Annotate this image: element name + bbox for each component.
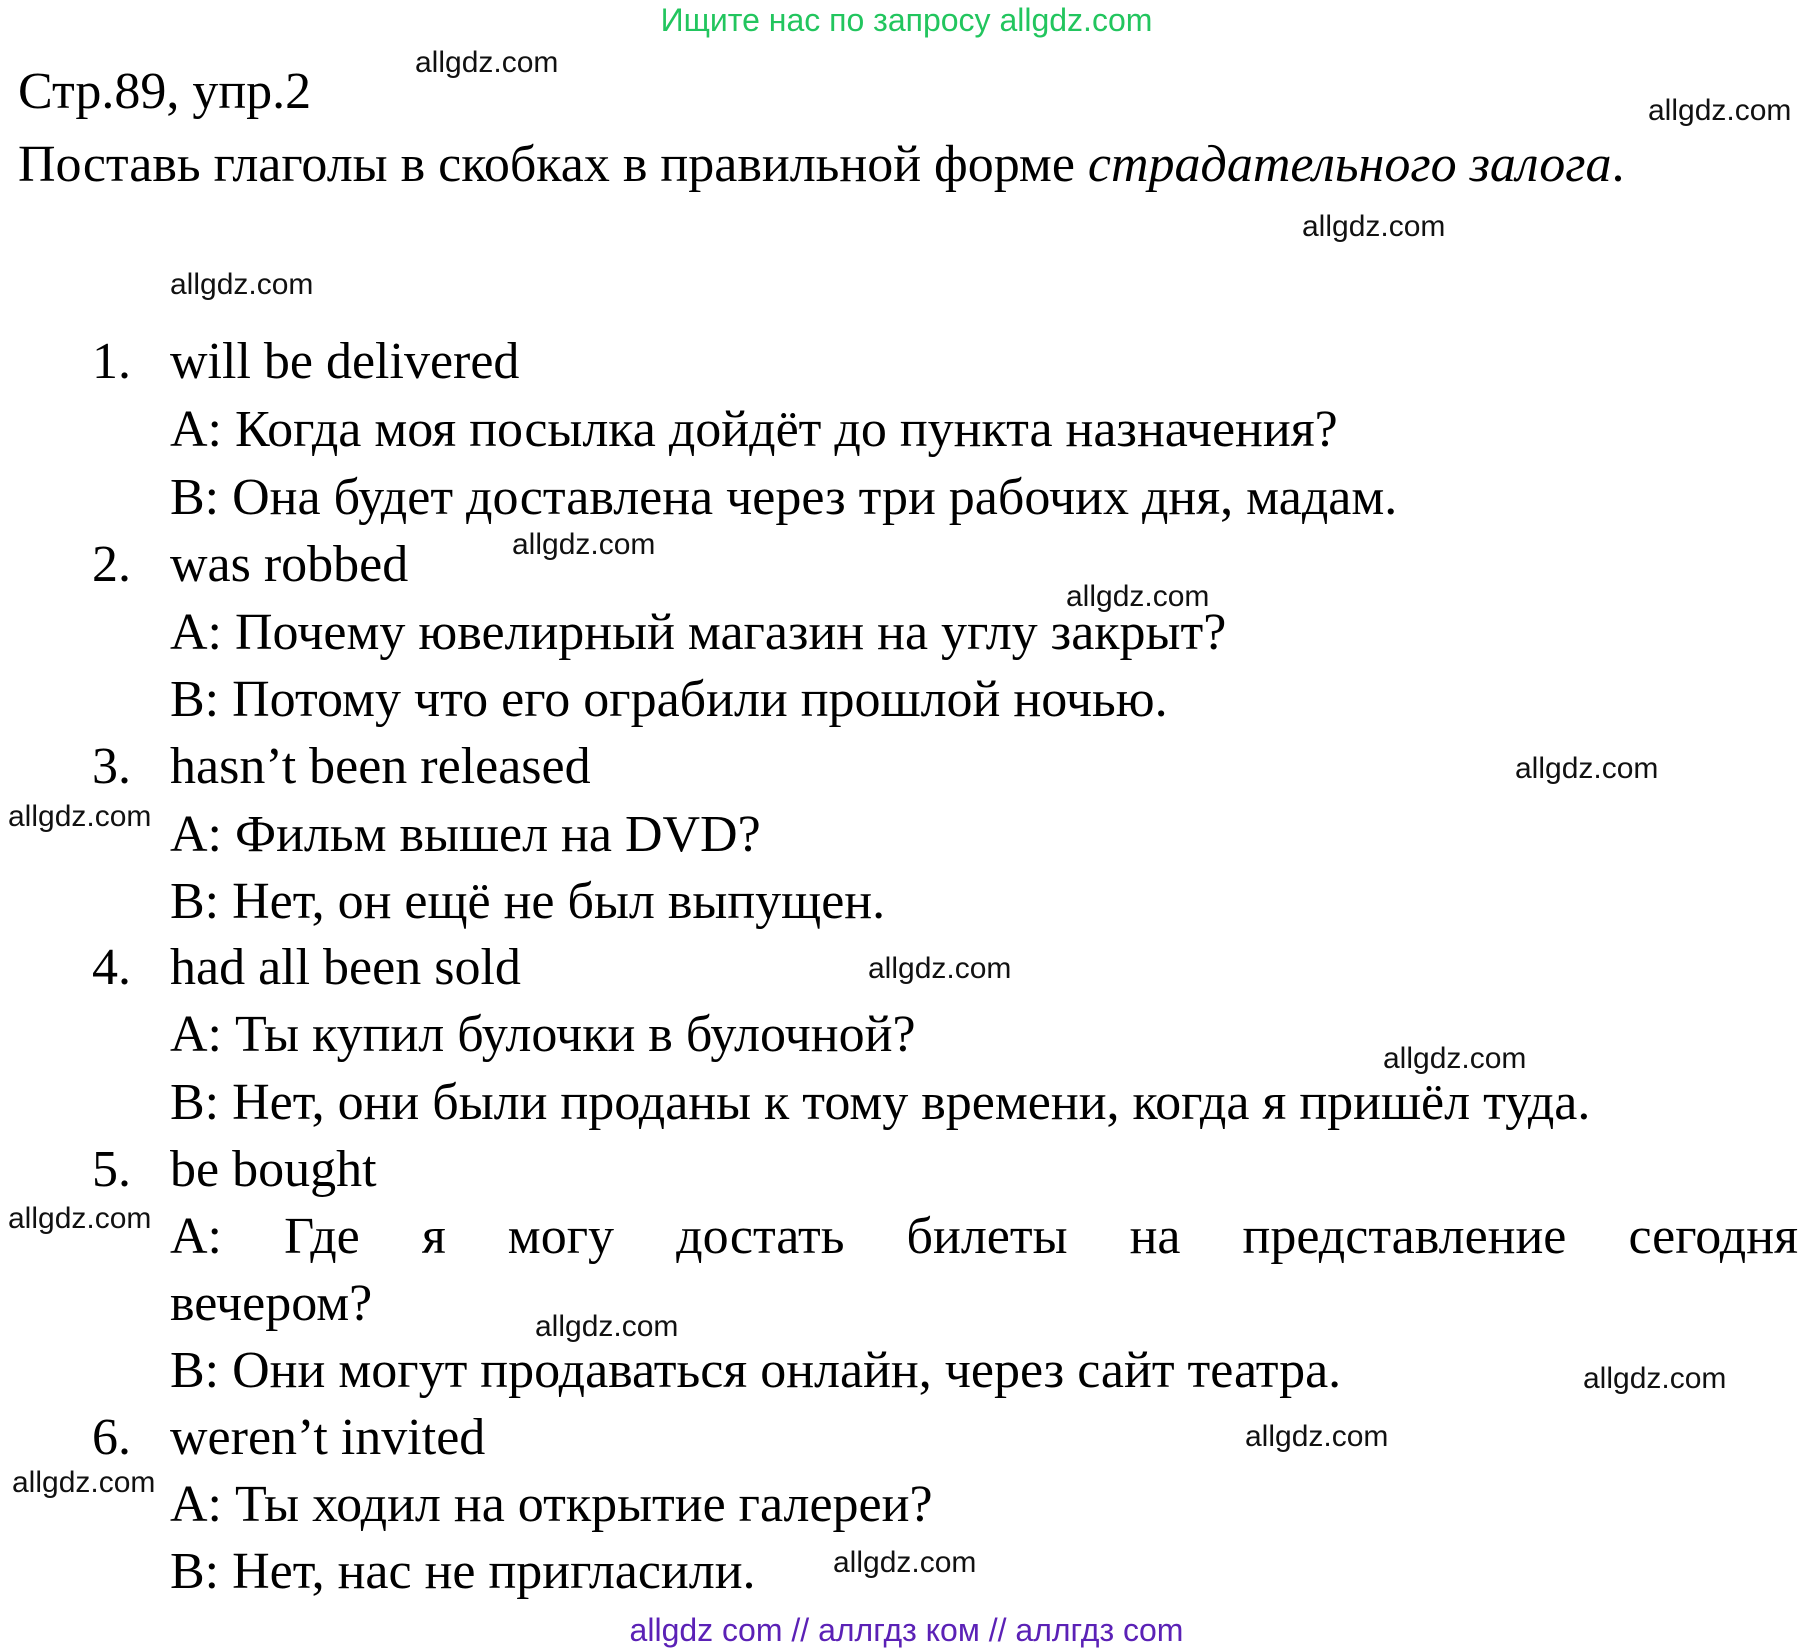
top-banner: Ищите нас по запросу allgdz.com — [660, 2, 1153, 38]
watermark: allgdz.com — [1515, 752, 1659, 785]
watermark: allgdz.com — [1245, 1420, 1389, 1453]
watermark: allgdz.com — [170, 268, 314, 301]
item-number: 1. — [92, 333, 131, 390]
dialog-line-a: A: Фильм вышел на DVD? — [170, 806, 761, 863]
dialog-line-a: A: Когда моя посылка дойдёт до пункта назначения? — [170, 401, 1338, 458]
item-number: 3. — [92, 738, 131, 795]
watermark: allgdz.com — [512, 528, 656, 561]
watermark: allgdz.com — [1302, 210, 1446, 243]
dialog-line-b: B: Нет, он ещё не был выпущен. — [170, 873, 886, 930]
dialog-line-b: B: Нет, они были проданы к тому времени, когда я пришёл туда. — [170, 1074, 1591, 1131]
watermark: allgdz.com — [535, 1310, 679, 1343]
page-reference: Стр.89, упр.2 — [18, 63, 312, 120]
watermark: allgdz.com — [1583, 1362, 1727, 1395]
dialog-line-a: A: Ты ходил на открытие галереи? — [170, 1476, 933, 1533]
dialog-line-b: B: Нет, нас не пригласили. — [170, 1543, 756, 1600]
footer-links: allgdz com // аллгдз ком // аллгдз com — [629, 1612, 1184, 1648]
item-answer: weren’t invited — [170, 1409, 486, 1466]
item-answer: hasn’t been released — [170, 738, 591, 795]
watermark: allgdz.com — [1066, 580, 1210, 613]
item-number: 5. — [92, 1141, 131, 1198]
item-number: 2. — [92, 536, 131, 593]
task-end: . — [1611, 136, 1625, 193]
dialog-line-b: B: Они могут продаваться онлайн, через сайт театра. — [170, 1342, 1342, 1399]
task-text: Поставь глаголы в скобках в правильной форме — [18, 136, 1088, 193]
watermark: allgdz.com — [415, 46, 559, 79]
task-instruction — [18, 130, 1796, 200]
dialog-line-a: A: Почему ювелирный магазин на углу закрыт? — [170, 604, 1227, 661]
dialog-line-b: B: Она будет доставлена через три рабочих дня, мадам. — [170, 469, 1398, 526]
watermark: allgdz.com — [8, 800, 152, 833]
dialog-line-a-continued: вечером? — [170, 1275, 373, 1332]
watermark: allgdz.com — [868, 952, 1012, 985]
dialog-line-a: A: Ты купил булочки в булочной? — [170, 1006, 916, 1063]
item-answer: had all been sold — [170, 939, 521, 996]
watermark: allgdz.com — [12, 1466, 156, 1499]
item-number: 6. — [92, 1409, 131, 1466]
dialog-line-a: A: Где я могу достать билеты на представление сегодня — [170, 1208, 1798, 1265]
task-italic: страдательного залога — [1087, 136, 1612, 193]
watermark: allgdz.com — [1648, 94, 1792, 127]
watermark: allgdz.com — [1383, 1042, 1527, 1075]
item-answer: was robbed — [170, 536, 409, 593]
dialog-line-b: B: Потому что его ограбили прошлой ночью. — [170, 671, 1168, 728]
item-answer: will be delivered — [170, 333, 520, 390]
watermark: allgdz.com — [833, 1546, 977, 1579]
item-answer: be bought — [170, 1141, 377, 1198]
watermark: allgdz.com — [8, 1202, 152, 1235]
item-number: 4. — [92, 939, 131, 996]
